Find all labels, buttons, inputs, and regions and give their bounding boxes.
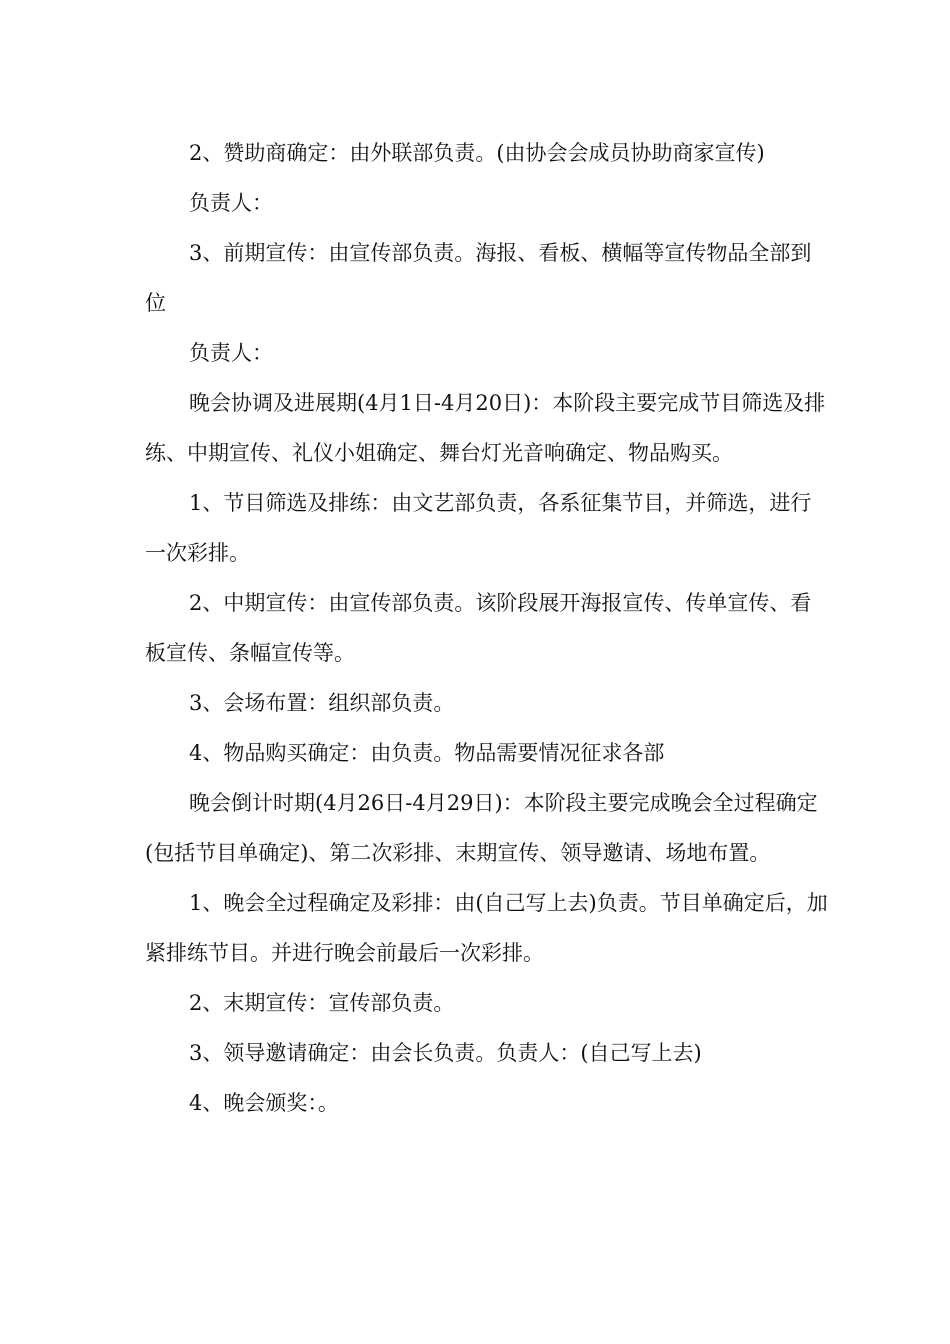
paragraph-venue-setup: 3、会场布置：组织部负责。 bbox=[189, 691, 455, 715]
paragraph-program-selection: 1、节目筛选及排练：由文艺部负责，各系征集节目，并筛选，进行一次彩排。 bbox=[145, 491, 812, 565]
paragraph-late-publicity: 2、末期宣传：宣传部负责。 bbox=[189, 991, 455, 1015]
paragraph-awards: 4、晚会颁奖：。 bbox=[189, 1091, 339, 1115]
paragraph-responsible-2: 负责人： bbox=[189, 341, 273, 365]
paragraph-mid-publicity: 2、中期宣传：由宣传部负责。该阶段展开海报宣传、传单宣传、看板宣传、条幅宣传等。 bbox=[145, 591, 812, 665]
paragraph-sponsor: 2、赞助商确定：由外联部负责。(由协会会成员协助商家宣传) bbox=[189, 141, 765, 165]
paragraph-purchase: 4、物品购买确定：由负责。物品需要情况征求各部 bbox=[189, 741, 665, 765]
paragraph-countdown-phase: 晚会倒计时期(4月26日-4月29日)：本阶段主要完成晚会全过程确定(包括节目单确定)、第二次彩排、末期宣传、领导邀请、场地布置。 bbox=[145, 791, 818, 865]
paragraph-leader-invitation: 3、领导邀请确定：由会长负责。负责人：(自己写上去) bbox=[189, 1041, 702, 1065]
paragraph-coordination-phase: 晚会协调及进展期(4月1日-4月20日)：本阶段主要完成节目筛选及排练、中期宣传、礼仪小姐确定、舞台灯光音响确定、物品购买。 bbox=[145, 391, 826, 465]
paragraph-full-rehearsal: 1、晚会全过程确定及彩排：由(自己写上去)负责。节目单确定后，加紧排练节目。并进行晚会前最后一次彩排。 bbox=[145, 891, 828, 965]
paragraph-early-publicity: 3、前期宣传：由宣传部负责。海报、看板、横幅等宣传物品全部到位 bbox=[145, 241, 812, 315]
paragraph-responsible-1: 负责人： bbox=[189, 191, 273, 215]
